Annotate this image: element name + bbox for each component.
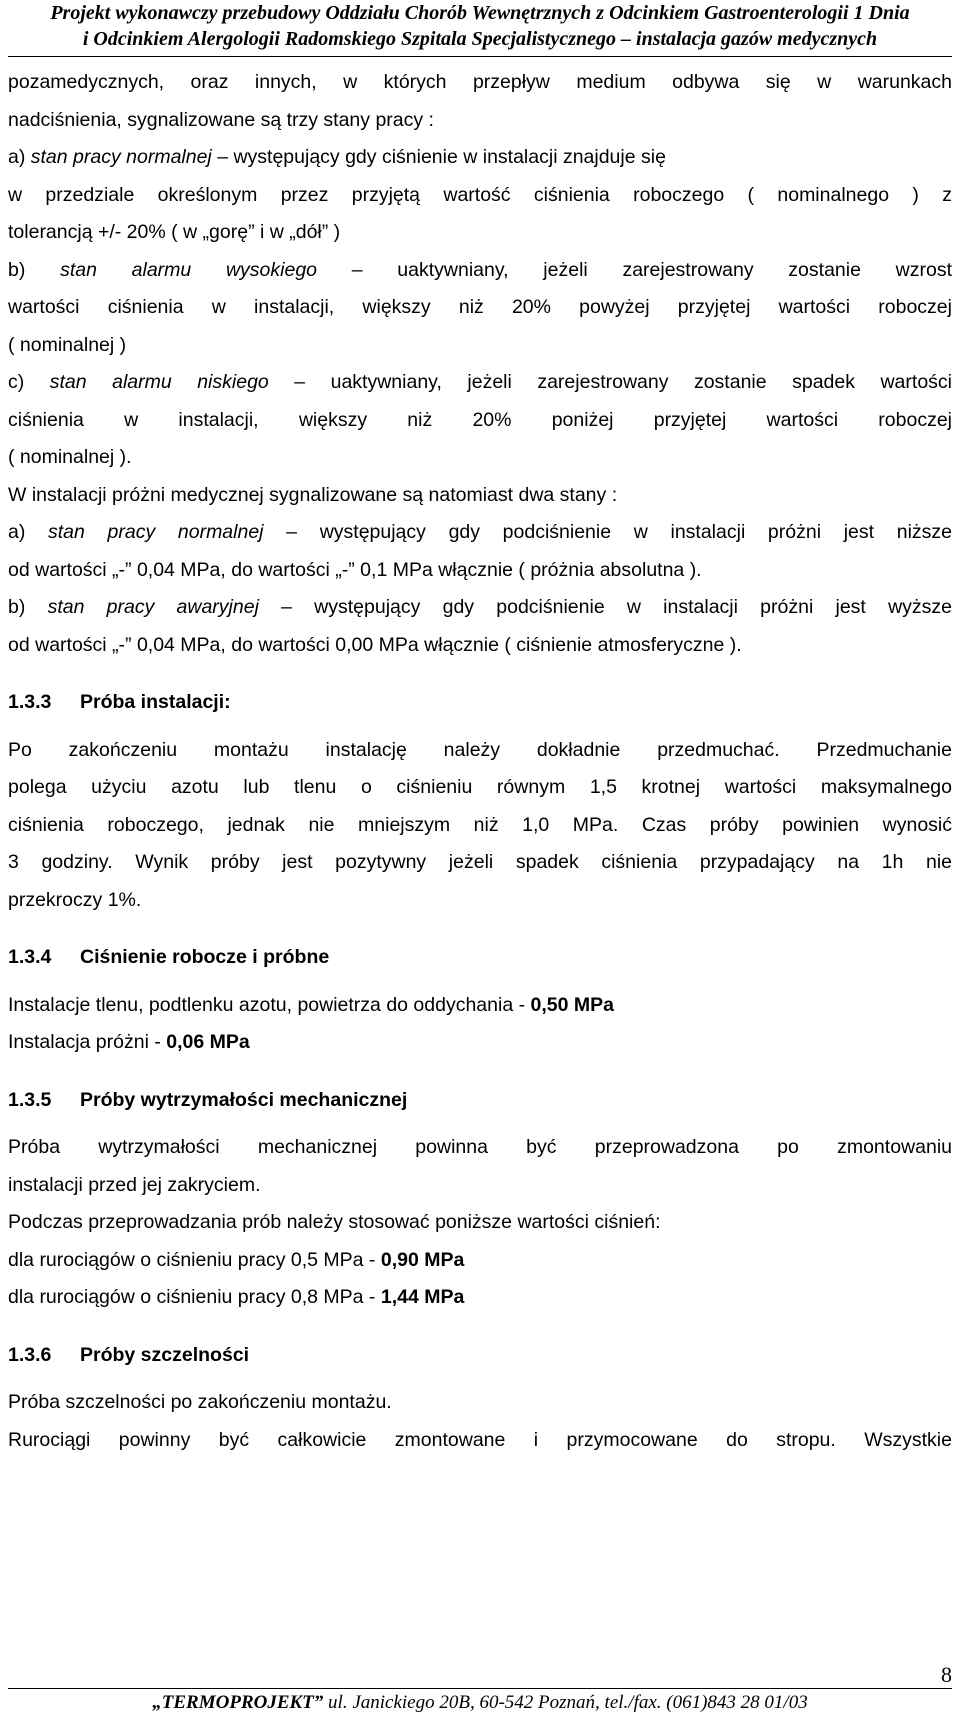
paragraph-line: przekroczy 1%. xyxy=(8,888,142,911)
section-title: Ciśnienie robocze i próbne xyxy=(80,946,330,968)
pressure-label: Instalacja próżni - xyxy=(8,1031,167,1053)
paragraph-line: nadciśnienia, sygnalizowane są trzy stany pracy : xyxy=(8,108,434,131)
state-name: stan pracy normalnej xyxy=(30,146,212,168)
paragraph-line: Rurociągi powinny być całkowicie zmontowane i przymocowane do stropu. Wszystkie xyxy=(8,1428,952,1451)
section-title: Próba instalacji: xyxy=(80,691,231,713)
paragraph-line: wartości ciśnienia w instalacji, większy niż 20% powyżej przyjętej wartości roboczej xyxy=(8,296,952,318)
pressure-value: 0,90 MPa xyxy=(380,1248,465,1271)
list-marker: c) xyxy=(8,371,50,393)
state-description: – występujący gdy ciśnienie w instalacji znajduje się xyxy=(211,146,666,168)
pressure-label: dla rurociągów o ciśnieniu pracy 0,5 MPa - xyxy=(8,1248,381,1271)
paragraph-line: ciśnienia w instalacji, większy niż 20% poniżej przyjętej wartości roboczej xyxy=(8,408,952,431)
pressure-line xyxy=(8,1279,952,1317)
paragraph-line: od wartości „-” 0,04 MPa, do wartości 0,00 MPa włącznie ( ciśnienie atmosferyczne ). xyxy=(8,633,742,656)
company-name: „TERMOPROJEKT” xyxy=(152,1692,324,1713)
paragraph-line: pozamedycznych, oraz innych, w których przepływ medium odbywa się w warunkach xyxy=(8,71,952,93)
state-description: – występujący gdy podciśnienie w instalacji próżni jest wyższe xyxy=(258,596,952,618)
paragraph-line: Po zakończeniu montażu instalację należy dokładnie przedmuchać. Przedmuchanie xyxy=(8,738,952,761)
document-footer xyxy=(8,1690,952,1716)
pressure-label: Instalacje tlenu, podtlenku azotu, powietrza do oddychania - xyxy=(8,993,531,1016)
pressure-label: dla rurociągów o ciśnieniu pracy 0,8 MPa - xyxy=(8,1286,381,1308)
section-title: Próby wytrzymałości mechanicznej xyxy=(80,1088,408,1111)
section-number: 1.3.3 xyxy=(8,691,52,713)
paragraph-line: 3 godziny. Wynik próby jest pozytywny jeżeli spadek ciśnienia przypadający na 1h nie xyxy=(8,851,952,873)
list-item-c xyxy=(8,364,952,402)
section-number: 1.3.5 xyxy=(8,1088,52,1111)
pressure-line xyxy=(8,1024,952,1062)
state-name: stan pracy awaryjnej xyxy=(47,596,259,618)
document-body xyxy=(8,64,952,1459)
section-heading-1-3-4 xyxy=(8,939,952,977)
paragraph-line: od wartości „-” 0,04 MPa, do wartości „-” 0,1 MPa włącznie ( próżnia absolutna ). xyxy=(8,558,702,581)
paragraph-line: Podczas przeprowadzania prób należy stosować poniższe wartości ciśnień: xyxy=(8,1211,661,1233)
list-marker: a) xyxy=(8,146,31,168)
section-number: 1.3.6 xyxy=(8,1343,52,1366)
list-marker: b) xyxy=(8,258,61,281)
state-name: stan pracy normalnej xyxy=(48,521,264,543)
pressure-value: 0,06 MPa xyxy=(166,1031,250,1053)
paragraph-line: polega użyciu azotu lub tlenu o ciśnieniu równym 1,5 krotnej wartości maksymalnego xyxy=(8,776,952,798)
pressure-value: 1,44 MPa xyxy=(380,1286,465,1308)
section-number: 1.3.4 xyxy=(8,946,52,968)
state-description: – uaktywniany, jeżeli zarejestrowany zostanie wzrost xyxy=(317,258,952,281)
document-header xyxy=(8,0,952,52)
paragraph-line: ciśnienia roboczego, jednak nie mniejszym niż 1,0 MPa. Czas próby powinien wynosić xyxy=(8,813,952,836)
paragraph-line: ( nominalnej ) xyxy=(8,333,127,356)
page-number: 8 xyxy=(941,1662,952,1687)
paragraph-line: tolerancją +/- 20% ( w „gorę” i w „dół” ) xyxy=(8,221,341,243)
header-line-2: i Odcinkiem Alergologii Radomskiego Szpitala Specjalistycznego – instalacja gazów medycznych xyxy=(82,28,878,50)
pressure-line xyxy=(8,987,952,1025)
state-name: stan alarmu wysokiego xyxy=(60,258,318,281)
paragraph-line: Próba szczelności po zakończeniu montażu. xyxy=(8,1391,392,1413)
section-heading-1-3-3 xyxy=(8,684,952,722)
state-description: – uaktywniany, jeżeli zarejestrowany zostanie spadek wartości xyxy=(268,371,952,393)
pressure-line xyxy=(8,1242,952,1280)
paragraph-line: ( nominalnej ). xyxy=(8,446,132,468)
list-item-b xyxy=(8,252,952,290)
section-title: Próby szczelności xyxy=(80,1343,250,1366)
vacuum-item-b xyxy=(8,589,952,627)
list-marker: a) xyxy=(8,521,49,543)
list-item-a xyxy=(8,139,952,177)
state-name: stan alarmu niskiego xyxy=(49,371,269,393)
paragraph-line: instalacji przed jej zakryciem. xyxy=(8,1173,261,1196)
paragraph-line: Próba wytrzymałości mechanicznej powinna być przeprowadzona po zmontowaniu xyxy=(8,1136,952,1158)
header-divider xyxy=(8,56,952,57)
footer-divider xyxy=(8,1688,952,1689)
vacuum-item-a xyxy=(8,514,952,552)
section-heading-1-3-6 xyxy=(8,1337,952,1375)
paragraph-line: W instalacji próżni medycznej sygnalizowane są natomiast dwa stany : xyxy=(8,483,618,506)
pressure-value: 0,50 MPa xyxy=(530,993,614,1016)
header-line-1: Projekt wykonawczy przebudowy Oddziału Chorób Wewnętrznych z Odcinkiem Gastroenterologii 1 Dnia xyxy=(50,2,910,24)
company-address: ul. Janickiego 20B, 60-542 Poznań, tel./fax. (061)843 28 01/03 xyxy=(323,1692,808,1713)
list-marker: b) xyxy=(8,596,48,618)
section-heading-1-3-5 xyxy=(8,1082,952,1120)
paragraph-line: w przedziale określonym przez przyjętą wartość ciśnienia roboczego ( nominalnego ) z xyxy=(8,183,952,206)
state-description: – występujący gdy podciśnienie w instalacji próżni jest niższe xyxy=(263,521,952,543)
